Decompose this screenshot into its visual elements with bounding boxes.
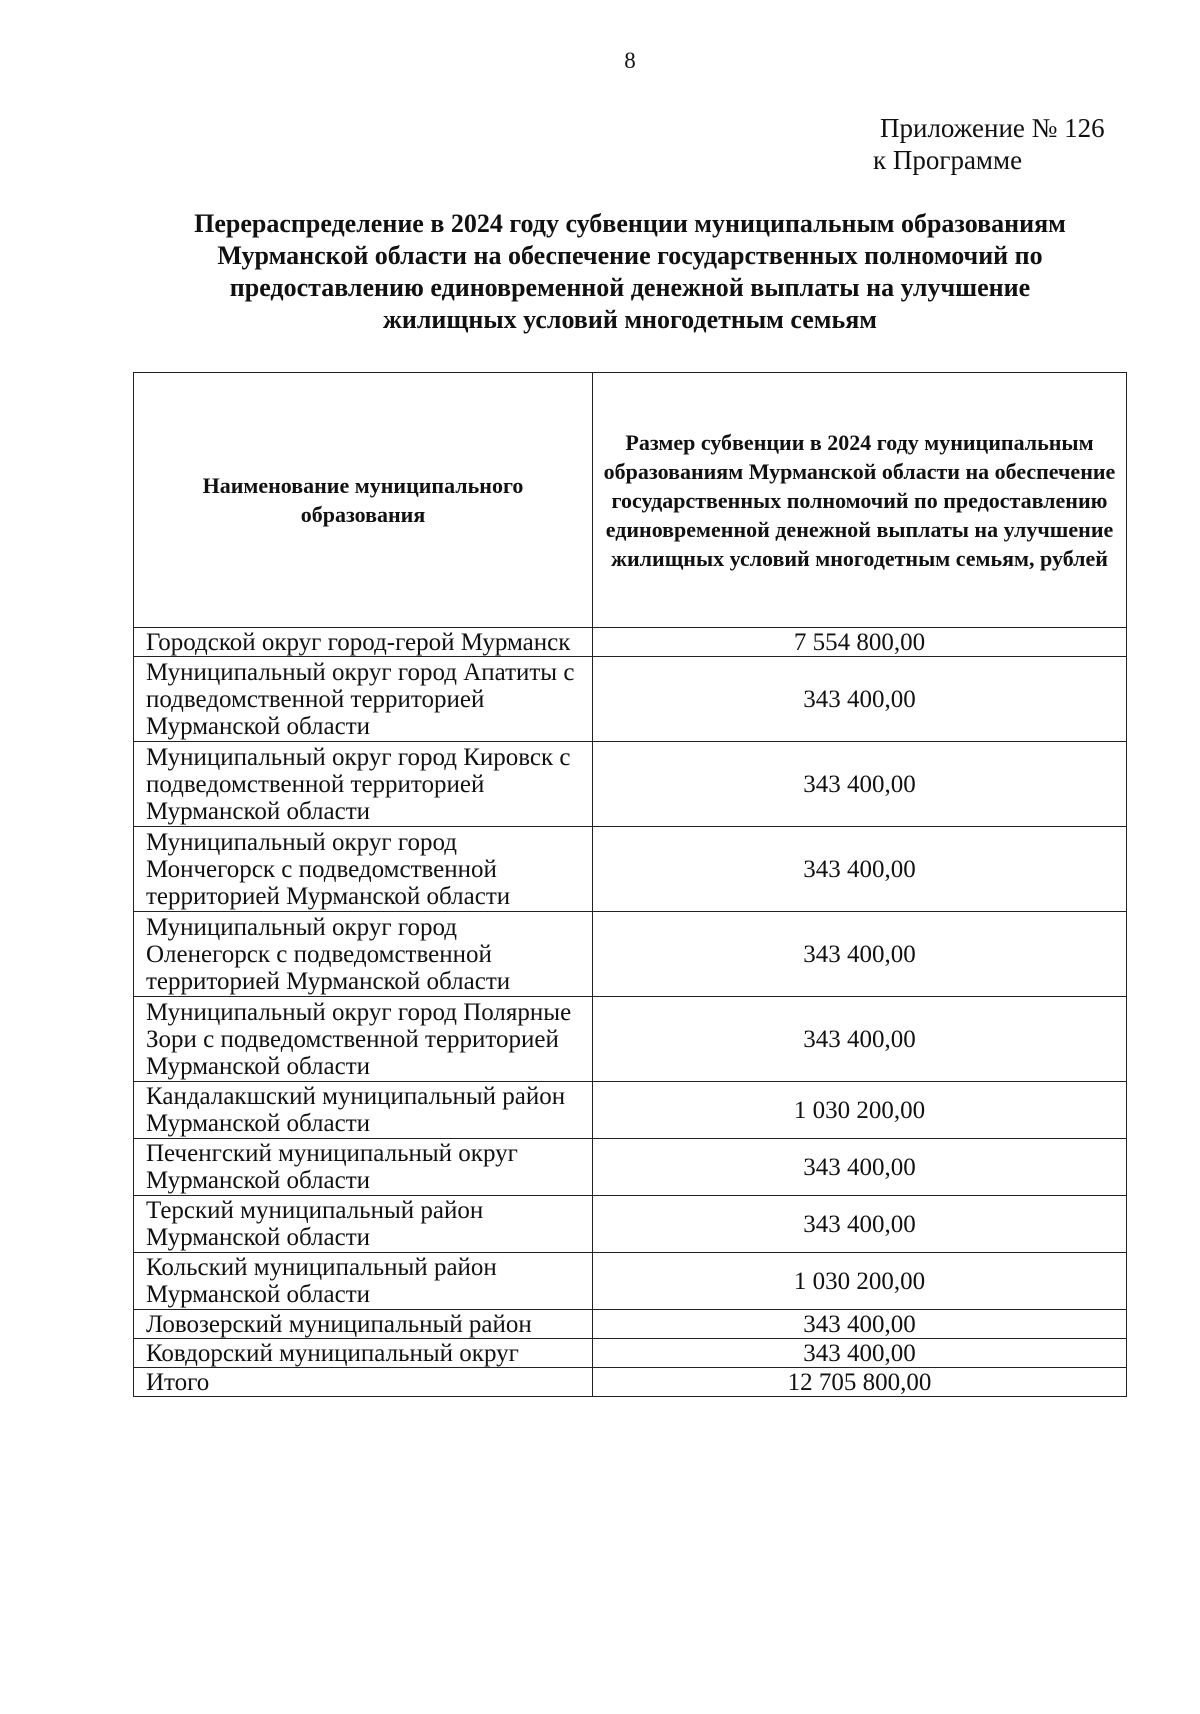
municipality-name: Терский муниципальный район Мурманской области [134, 1196, 593, 1253]
table-row [134, 1310, 1127, 1339]
subvention-amount: 343 400,00 [593, 1139, 1127, 1196]
document-title [140, 208, 1120, 336]
title-line-1: Перераспределение в 2024 году субвенции муниципальным образованиям [194, 209, 1066, 238]
municipality-name: Ловозерский муниципальный район [134, 1310, 593, 1339]
municipality-name: Муниципальный округ город Оленегорск с подведомственной территорией Мурманской области [134, 912, 593, 997]
header-subvention-amount: Размер субвенции в 2024 году муниципальным образованиям Мурманской области на обеспечение государственных полномочий по предоставлению единовременной денежной выплаты на улучшение жилищных условий многодетным семьям, рублей [593, 373, 1127, 628]
table-row [134, 1082, 1127, 1139]
subvention-amount: 343 400,00 [593, 997, 1127, 1082]
subvention-table [133, 372, 1127, 1397]
municipality-name: Муниципальный округ город Апатиты с подведомственной территорией Мурманской области [134, 657, 593, 742]
subvention-amount: 343 400,00 [593, 1339, 1127, 1368]
table-row [134, 1253, 1127, 1310]
municipality-name: Муниципальный округ город Мончегорск с подведомственной территорией Мурманской области [134, 827, 593, 912]
title-line-4: жилищных условий многодетным семьям [383, 305, 877, 334]
subvention-amount: 7 554 800,00 [593, 628, 1127, 657]
total-label: Итого [134, 1368, 593, 1397]
table-row [134, 1339, 1127, 1368]
municipality-name: Кольский муниципальный район Мурманской области [134, 1253, 593, 1310]
municipality-name: Муниципальный округ город Кировск с подведомственной территорией Мурманской области [134, 742, 593, 827]
title-line-3: предоставлению единовременной денежной выплаты на улучшение [229, 273, 1031, 302]
title-line-2: Мурманской области на обеспечение государственных полномочий по [217, 241, 1043, 270]
total-amount: 12 705 800,00 [593, 1368, 1127, 1397]
page-number: 8 [624, 48, 636, 73]
table-row [134, 997, 1127, 1082]
table-row [134, 628, 1127, 657]
subvention-amount: 1 030 200,00 [593, 1253, 1127, 1310]
appendix-reference [873, 112, 1105, 176]
subvention-amount: 343 400,00 [593, 1196, 1127, 1253]
table-row [134, 912, 1127, 997]
subvention-amount: 343 400,00 [593, 827, 1127, 912]
total-row [134, 1368, 1127, 1397]
table-row [134, 657, 1127, 742]
municipality-name: Печенгский муниципальный округ Мурманской области [134, 1139, 593, 1196]
appendix-program: к Программе [873, 145, 1023, 175]
header-municipality-name: Наименование муниципального образования [134, 373, 593, 628]
subvention-amount: 343 400,00 [593, 912, 1127, 997]
table-header-row [134, 373, 1127, 628]
municipality-name: Ковдорский муниципальный округ [134, 1339, 593, 1368]
appendix-number: Приложение № 126 [880, 113, 1105, 143]
municipality-name: Кандалакшский муниципальный район Мурманской области [134, 1082, 593, 1139]
subvention-amount: 343 400,00 [593, 657, 1127, 742]
municipality-name: Муниципальный округ город Полярные Зори с подведомственной территорией Мурманской области [134, 997, 593, 1082]
subvention-amount: 343 400,00 [593, 1310, 1127, 1339]
table-row [134, 1139, 1127, 1196]
municipality-name: Городской округ город-герой Мурманск [134, 628, 593, 657]
table-row [134, 742, 1127, 827]
table-row [134, 1196, 1127, 1253]
subvention-amount: 343 400,00 [593, 742, 1127, 827]
table-row [134, 827, 1127, 912]
subvention-amount: 1 030 200,00 [593, 1082, 1127, 1139]
